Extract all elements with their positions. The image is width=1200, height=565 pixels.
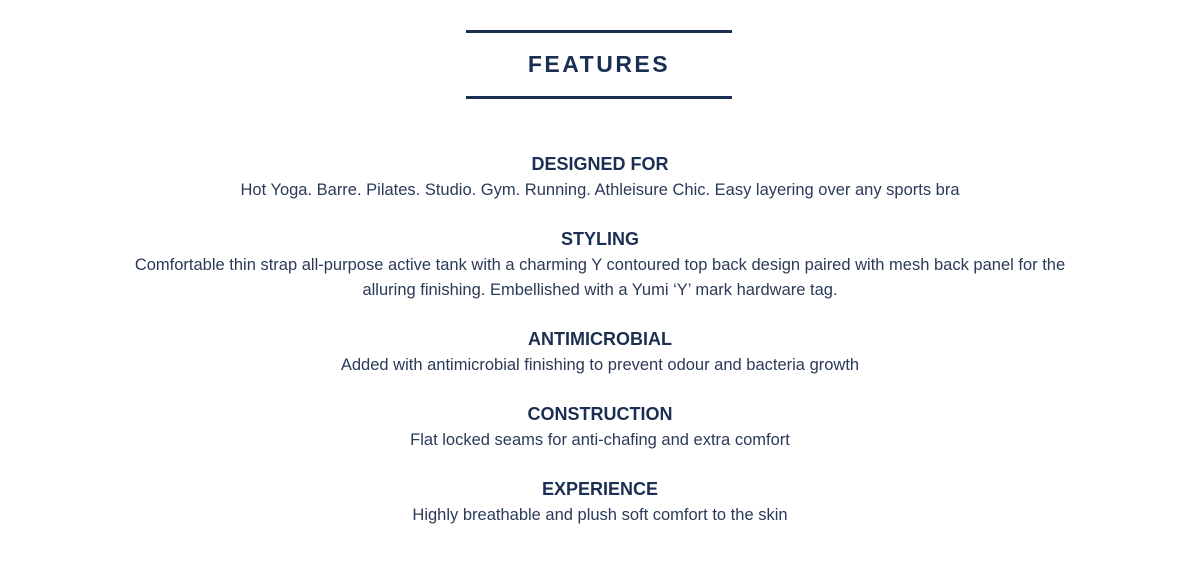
features-header xyxy=(466,30,732,99)
feature-section-styling xyxy=(0,228,1200,303)
section-body: Flat locked seams for anti-chafing and extra comfort xyxy=(410,431,790,449)
section-heading: STYLING xyxy=(560,229,639,249)
feature-section-construction xyxy=(0,403,1200,453)
features-title: FEATURES xyxy=(527,51,671,77)
section-body: Hot Yoga. Barre. Pilates. Studio. Gym. Running. Athleisure Chic. Easy layering over any sports bra xyxy=(240,181,960,199)
section-body: Added with antimicrobial finishing to prevent odour and bacteria growth xyxy=(340,356,860,374)
section-heading: ANTIMICROBIAL xyxy=(528,329,672,349)
section-heading: EXPERIENCE xyxy=(541,479,659,499)
section-body: Comfortable thin strap all-purpose active tank with a charming Y contoured top back design paired with mesh back panel for the alluring finishing. Embellished with a Yumi ‘Y’ mark hardware tag. xyxy=(134,256,1066,299)
section-body: Highly breathable and plush soft comfort to the skin xyxy=(412,506,788,524)
feature-section-designed-for xyxy=(0,153,1200,203)
feature-section-antimicrobial xyxy=(0,328,1200,378)
section-heading: DESIGNED FOR xyxy=(531,154,669,174)
feature-section-experience xyxy=(0,478,1200,528)
section-heading: CONSTRUCTION xyxy=(527,404,673,424)
